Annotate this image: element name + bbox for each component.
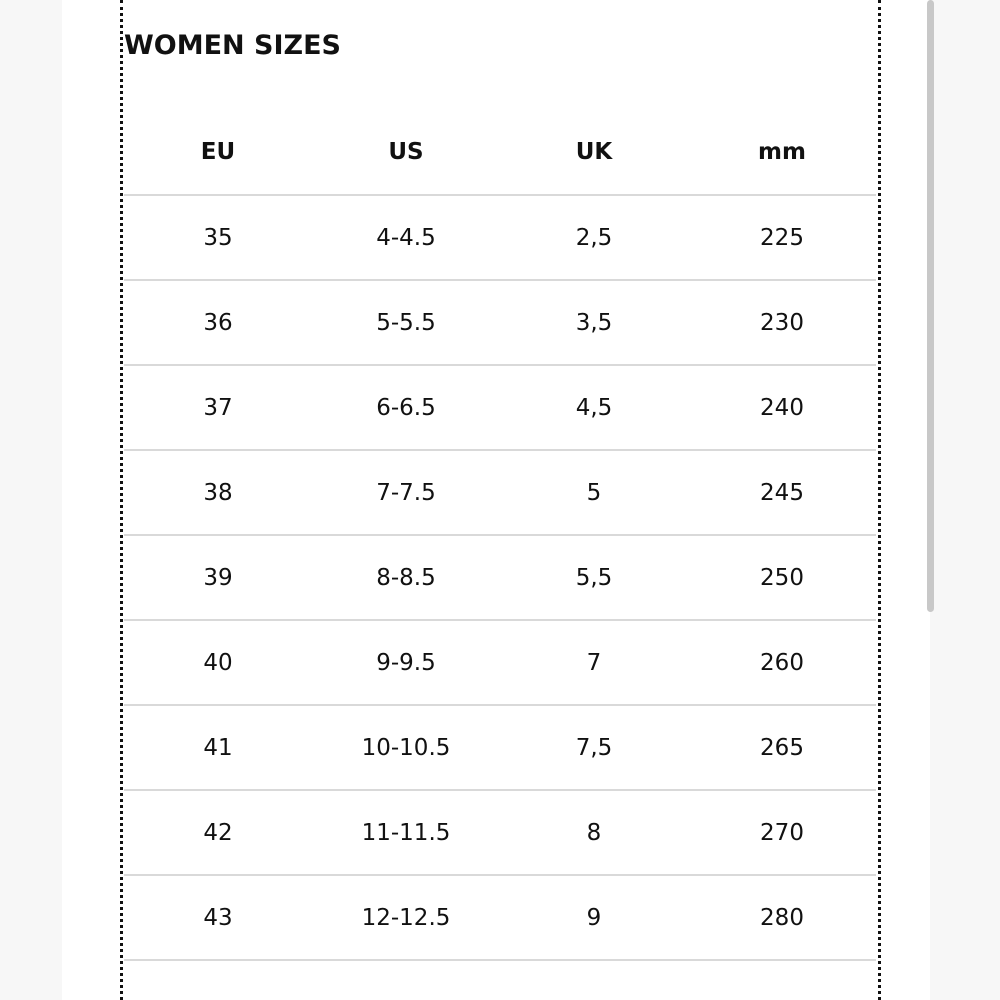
cell-uk: 5 <box>586 479 602 506</box>
cell-us: 6-6.5 <box>376 394 436 421</box>
cell-eu: 40 <box>203 649 233 676</box>
cell-uk: 8 <box>586 819 602 846</box>
table-row <box>124 281 876 366</box>
table-row <box>124 536 876 621</box>
cell-us: 12-12.5 <box>361 904 451 931</box>
cell-us: 10-10.5 <box>361 734 451 761</box>
dotted-border-left <box>120 0 123 1000</box>
column-header-us: US <box>388 139 424 165</box>
cell-mm: 270 <box>760 819 804 846</box>
cell-eu: 39 <box>203 564 233 591</box>
cell-eu: 41 <box>203 734 233 761</box>
column-header-eu: EU <box>200 139 236 165</box>
cell-eu: 37 <box>203 394 233 421</box>
cell-eu: 35 <box>203 224 233 251</box>
cell-us: 7-7.5 <box>376 479 436 506</box>
column-header-uk: UK <box>575 139 613 165</box>
cell-us: 8-8.5 <box>376 564 436 591</box>
table-row <box>124 621 876 706</box>
cell-mm: 245 <box>760 479 804 506</box>
page-title: WOMEN SIZES <box>124 30 342 61</box>
cell-us: 11-11.5 <box>361 819 451 846</box>
table-row <box>124 196 876 281</box>
cell-us: 5-5.5 <box>376 309 436 336</box>
cell-mm: 265 <box>760 734 804 761</box>
cell-us: 9-9.5 <box>376 649 436 676</box>
table-row <box>124 366 876 451</box>
cell-uk: 7 <box>586 649 602 676</box>
table-row <box>124 706 876 791</box>
cell-eu: 43 <box>203 904 233 931</box>
cell-mm: 225 <box>760 224 804 251</box>
table-row <box>124 451 876 536</box>
table-row <box>124 791 876 876</box>
cell-eu: 38 <box>203 479 233 506</box>
column-header-mm: mm <box>758 139 806 165</box>
cell-uk: 3,5 <box>575 309 613 336</box>
cell-uk: 4,5 <box>575 394 613 421</box>
cell-mm: 230 <box>760 309 804 336</box>
table-row <box>124 876 876 961</box>
cell-eu: 42 <box>203 819 233 846</box>
cell-uk: 7,5 <box>575 734 613 761</box>
cell-eu: 36 <box>203 309 233 336</box>
cell-uk: 9 <box>586 904 602 931</box>
cell-uk: 5,5 <box>575 564 613 591</box>
table-header-row <box>124 110 876 196</box>
cell-uk: 2,5 <box>575 224 613 251</box>
cell-mm: 250 <box>760 564 804 591</box>
scrollbar-thumb[interactable] <box>927 0 934 612</box>
cell-us: 4-4.5 <box>376 224 436 251</box>
cell-mm: 240 <box>760 394 804 421</box>
cell-mm: 280 <box>760 904 804 931</box>
cell-mm: 260 <box>760 649 804 676</box>
dotted-border-right <box>878 0 881 1000</box>
size-table <box>124 110 876 961</box>
